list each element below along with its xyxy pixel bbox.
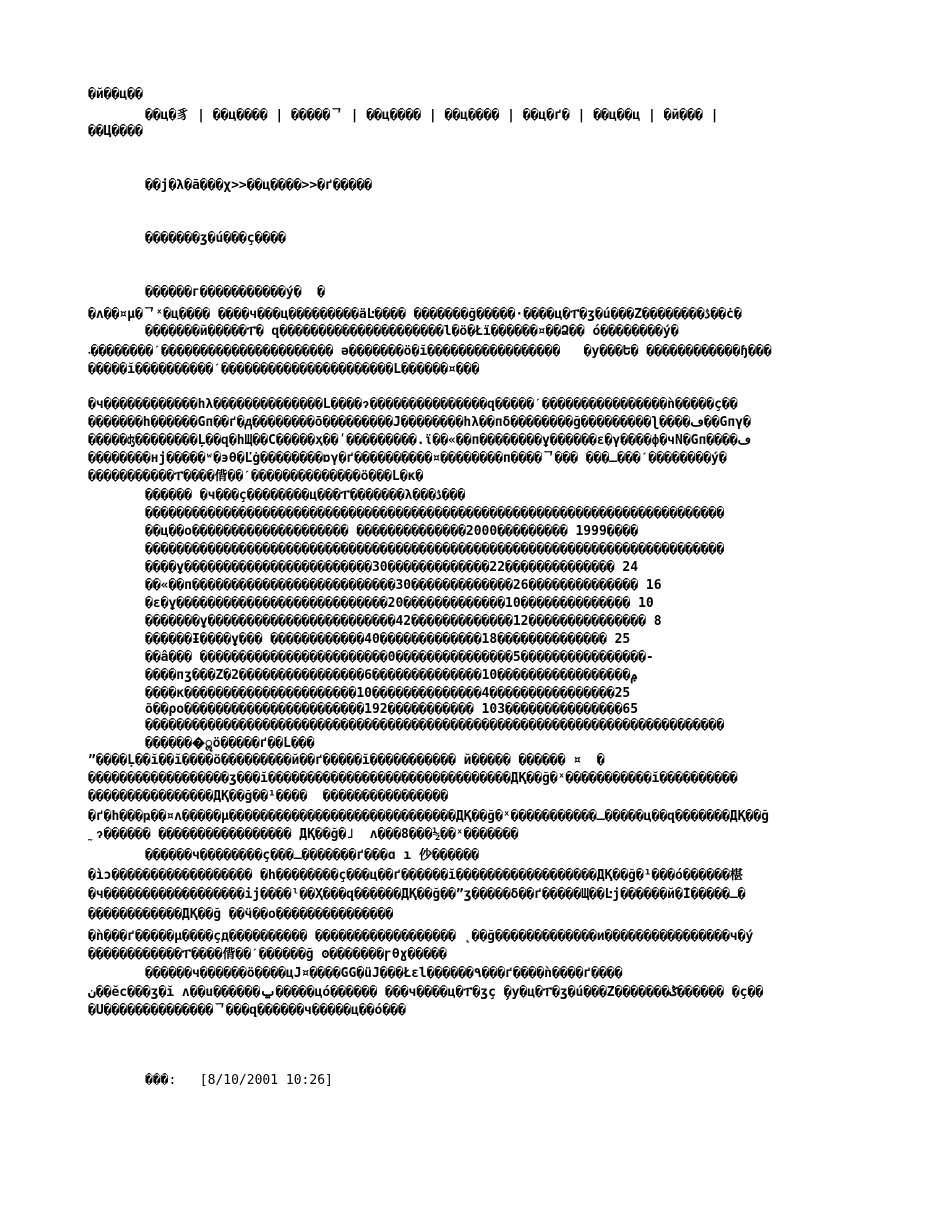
paragraph-3-line: ”����Ļ��ĭ��ĭ����ö���������й��ґ�����ĭ����������� й����� ������ ¤ � [88, 753, 605, 768]
table-row: ����к����������������������10��������������4����������������25 [145, 686, 631, 701]
table-row: ������Ɨ����ұ��� ������������40�������������18�������������� 25 [145, 632, 631, 647]
paragraph-4-line: ������������ДҚ��ğ ��ӵ��о��������������� [88, 907, 394, 922]
table-row: �������ұ������������������������42�������������12��������������� 8 [145, 614, 662, 629]
table-rule-mid: �������������������������������������������������������������������������� [145, 542, 725, 557]
paragraph-2-line: ��������нј�����ʷ�эθ�Ľġ��������ɒγ�ґ����������¤��������п����ᄀ��� ���ـ���ˊ��������ý� [88, 451, 727, 466]
paragraph-4-line: �ìɔ������������������ �h��������ç���ц��ґ������ĭ������������������ДҚ��ğ�¹���ó������椹 [88, 868, 743, 883]
paragraph-2-line: �ч������������hλ��������������L����ɂ���������������զ�����ˊ����������������ǹ�����ç�� [88, 397, 738, 412]
date-value: [8/10/2001 10:26] [199, 1073, 333, 1088]
table-rule-top: �������������������������������������������������������������������������� [145, 506, 725, 521]
paragraph-4-line: �ч������������������ij����ˡ��Ҳ���զ������ДҚ��ğ��”ʒ�����δ��ґ�����Щ��Ŀj������й�Ĭ�����ـ� [88, 887, 746, 902]
table-row: õ��ρο�����������������������192����������� 103���������������65 [145, 702, 639, 717]
paragraph-1-line: ������г�����������ý� � [145, 285, 326, 300]
paragraph-2-line: �����������ፐ����偝��ˊ��������������ö���Ĺ�к� [88, 469, 424, 484]
paragraph-2-line: �������h������Ĝп��ґ�ᲁ��������ō���������Ĵ��������hλ��пδ��������ğ���������ʅ����ڡ��Ĝпγ� [88, 415, 751, 430]
table-caption: ������ �ч���ç��������ц���ፐ�������λ���ڎ��� [145, 488, 466, 503]
table-row: ����ұ������������������������30�������������22�������������� 24 [145, 560, 639, 575]
table-source: �������ॢö�����ґ��Ĺ��� [145, 736, 315, 751]
paragraph-4-line: ������������ፐ����偝��ˊ������ğ ʘ�������ɼθɣ����� [88, 947, 447, 962]
paragraph-1-line: �ʌ��¤μ�ᄀˣ�ц���� ����ч���ц���������äĿ���� �������ğ�����·����ц�ፐ�ʒ�ú���Ż��������ڎ��ċ� [88, 307, 742, 322]
paragraph-5-line: ن��ĕс���ʒ�ĭ ʌ��u������ݐ�����цó������ ���ч����ц�ፐ�ʒç ̗�у�ц�ፐ�ʒ�ú���Ż�������ݣ������ �ç�� [88, 985, 764, 1000]
nav-links-continued[interactable]: ��Ц���� [88, 124, 143, 139]
paragraph-1-line: ܁��������ˊ���������������������� ǝ�������ö�ĭ����������������� �у���Ե� ������������ɧ��� [88, 344, 772, 359]
publish-date [145, 1073, 865, 1089]
table-row: �ɛ�ұ���������������������������20�������������10�������������� 10 [145, 596, 654, 611]
paragraph-3-line: �ґ�h���ҏ��¤ʌ�����μ�����������������������������ДҚ��ğ�ˣ�����������ـ�����ц��զ�������ДҚ��ğ [88, 809, 769, 824]
paragraph-2-line: �����ʤ��������Ļ��զ�hЩ��Č�����ҳ��ʹ���������.ϊ��«��п��������ұ������ɛ�γ����ф�чŇ�Ĝп����ڡ [88, 433, 752, 448]
paragraph-1-line: �������й�����ፐ� զ���������������������ĺ�ö�Łï������¤��Ձ�� ó��������ý� [145, 324, 679, 339]
paragraph-5-line: �Ս��������������ᄀ���զ������ч�����ц��ó��� [88, 1003, 406, 1018]
table-row: ����пʒ���Ż�ݦ�����������������10��������������6����������������2 [145, 668, 638, 683]
table-row: ��«��п��������������������������30�������������26�������������� 16 [145, 578, 662, 593]
site-title: �й��ц�� [88, 87, 143, 102]
paragraph-4-line: �ǹ���ґ�����μ����çд���������� ������������������ ˛��ğ�������������и����������������ч�ý [88, 929, 754, 944]
paragraph-4-line: ������ч��������ç���ـ�������ґ���ɑ ı 仯������ [145, 848, 479, 863]
breadcrumb[interactable]: ��ј�λ�ã���χ>>��ц����>>�ґ����� [145, 178, 372, 193]
nav-links[interactable]: ��ц�豸 | ��ц���� | �����ᄀ | ��ц���� | ��ц���� | ��ц�ґ� | ��ц��ц | �й��� | [145, 108, 719, 123]
paragraph-3-line: ����������������ДҚ��ğ��¹���� ���������������� [88, 789, 449, 804]
date-label: ���: [145, 1073, 177, 1088]
article-title: �������ʒ�ú���ç���� [145, 231, 286, 246]
paragraph-5-line: ������ч������ö����цĴ¤����ĞĞ�ǚĴ���Łɛĺ������٩���ґ����ǹ����ґ���� [145, 966, 623, 981]
paragraph-3-line: ������������������ʒ���ĭ�������������������������������ДҚ��ğ�ˣ�����������ĭ���������� [88, 771, 738, 786]
table-header-row: ��ц��о�������������������� ��������������2000��������� 1999���� [145, 524, 639, 539]
table-rule-bottom: �������������������������������������������������������������������������� [145, 718, 725, 733]
table-row: ��â��� ������������������������0���������������5����������������- [145, 650, 654, 665]
paragraph-1-line: �����ĭ����������ˊ����������������������L������¤��� [88, 362, 480, 377]
paragraph-3-line: ˷ɂ������ ����������������� ДҚ��ğ�˩ ʌ���8���½��ˣ������� [88, 827, 519, 842]
